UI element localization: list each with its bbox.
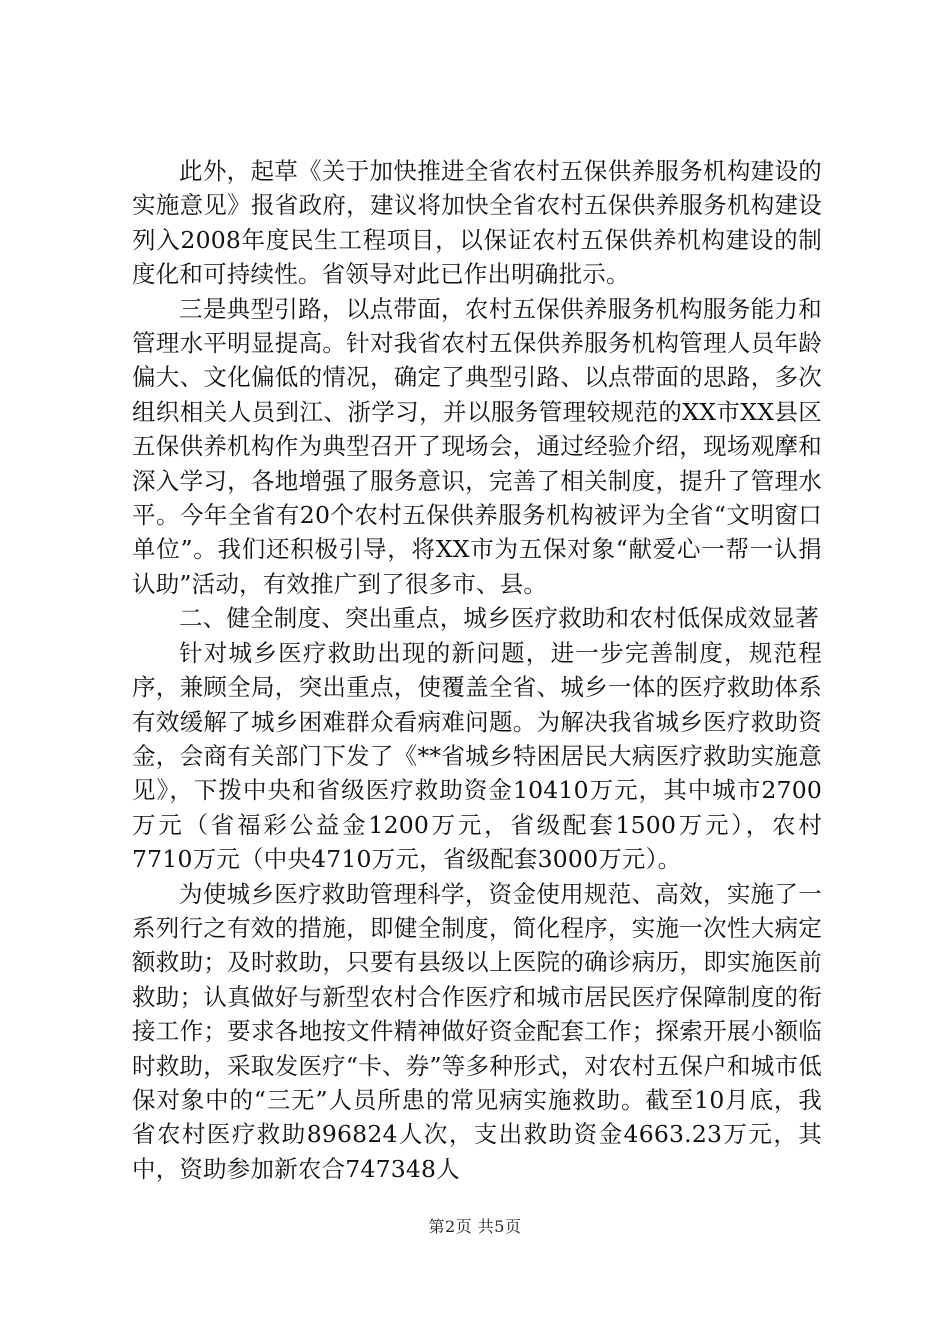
paragraph-1: 此外，起草《关于加快推进全省农村五保供养服务机构建设的实施意见》报省政府，建议将加快全省农村五保供养服务机构建设列入2008年度民生工程项目，以保证农村五保供养机构建设的制度化和可持续性。省领导对此已作出明确批示。: [132, 157, 822, 289]
paragraph-3: 针对城乡医疗救助出现的新问题，进一步完善制度，规范程序，兼顾全局，突出重点，使覆盖全省、城乡一体的医疗救助体系有效缓解了城乡困难群众看病难问题。为解决我省城乡医疗救助资金，会商有关部门下发了《**省城乡特困居民大病医疗救助实施意见》，下拨中央和省级医疗救助资金10410万元，其中城市2700万元（省福彩公益金1200万元，省级配套1500万元），农村7710万元（中央4710万元，省级配套3000万元）。: [132, 638, 822, 874]
paragraph-4: 为使城乡医疗救助管理科学，资金使用规范、高效，实施了一系列行之有效的措施，即健全制度，简化程序，实施一次性大病定额救助；及时救助，只要有县级以上医院的确诊病历，即实施医前救助；认真做好与新型农村合作医疗和城市居民医疗保障制度的衔接工作；要求各地按文件精神做好资金配套工作；探索开展小额临时救助，采取发医疗“卡、券”等多种形式，对农村五保户和城市低保对象中的“三无”人员所患的常见病实施救助。截至10月底，我省农村医疗救助896824人次，支出救助资金4663.23万元，其中，资助参加新农合747348人: [132, 879, 822, 1183]
page-number-footer: 第2页 共5页: [428, 1217, 522, 1236]
document-body: [132, 154, 822, 1186]
section-heading: 二、健全制度、突出重点，城乡医疗救助和农村低保成效显著: [179, 604, 819, 633]
paragraph-2: 三是典型引路，以点带面，农村五保供养服务机构服务能力和管理水平明显提高。针对我省农村五保供养服务机构管理人员年龄偏大、文化偏低的情况，确定了典型引路、以点带面的思路，多次组织相关人员到江、浙学习，并以服务管理较规范的XX市XX县区五保供养机构作为典型召开了现场会，通过经验介绍，现场观摩和深入学习，各地增强了服务意识，完善了相关制度，提升了管理水平。今年全省有20个农村五保供养服务机构被评为全省“文明窗口单位”。我们还积极引导，将XX市为五保对象“献爱心一帮一认捐认助”活动，有效推广到了很多市、县。: [132, 294, 822, 598]
